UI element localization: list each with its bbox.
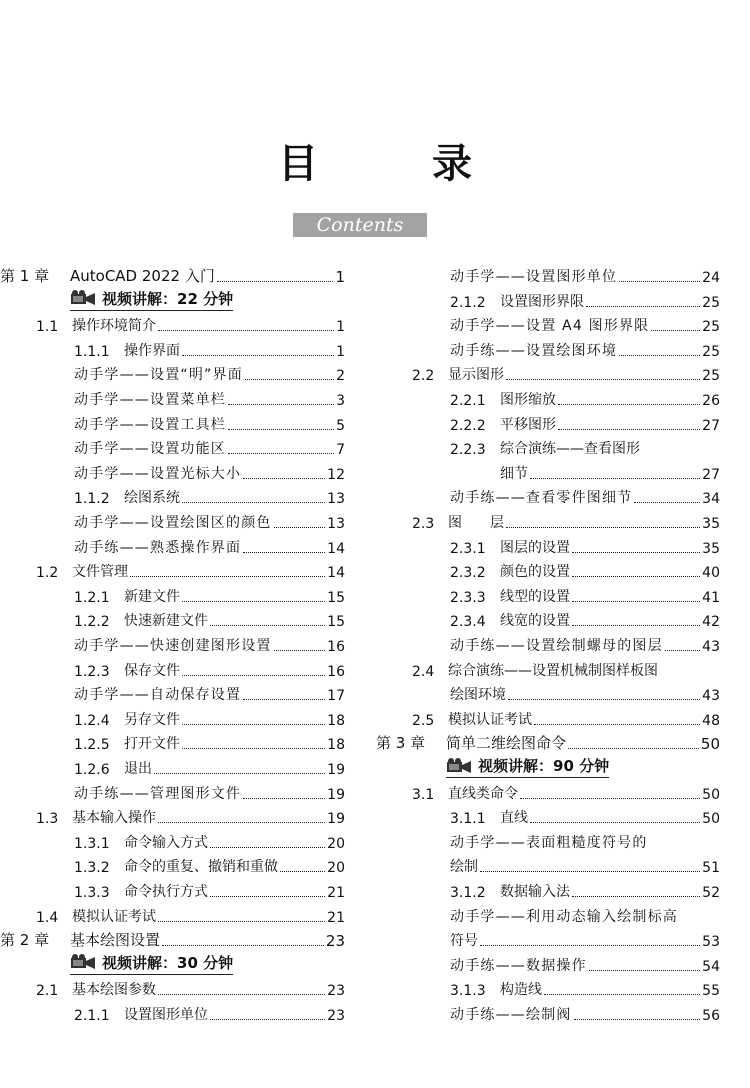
entry-number: 3.1.2 — [450, 885, 486, 901]
toc-entry[interactable] — [0, 360, 345, 384]
entry-number: 1.3 — [36, 811, 59, 828]
entry-page-number: 35 — [702, 516, 720, 532]
toc-entry[interactable] — [0, 902, 345, 926]
entry-number: 2.3 — [412, 516, 435, 532]
video-lecture-label — [70, 952, 233, 975]
toc-entry[interactable] — [376, 951, 720, 975]
entry-title: 动手练——设置绘制螺母的图层 — [450, 638, 663, 654]
entry-number: 2.2.1 — [450, 393, 486, 409]
entry-number: 2.4 — [412, 663, 435, 680]
entry-title: 动手练——设置绘图环境 — [450, 342, 618, 359]
entry-title: 操作界面 — [124, 342, 180, 359]
toc-entry[interactable] — [376, 729, 720, 753]
dot-leader — [530, 822, 700, 823]
toc-entry[interactable] — [376, 336, 720, 360]
entry-page-number: 25 — [702, 368, 720, 385]
entry-number: 1.2.4 — [74, 712, 110, 729]
entry-title: 动手练——绘制阀 — [450, 1007, 572, 1023]
dot-leader — [217, 281, 334, 282]
entry-page-number: 16 — [327, 639, 345, 655]
entry-number: 第 2 章 — [0, 931, 50, 950]
entry-title: 图层的设置 — [500, 539, 570, 556]
entry-page-number: 25 — [702, 343, 720, 360]
toc-entry[interactable] — [376, 434, 720, 458]
dot-leader — [274, 650, 326, 651]
toc-entry[interactable] — [0, 557, 345, 581]
entry-page-number: 52 — [702, 885, 720, 901]
toc-entry[interactable] — [376, 828, 720, 852]
entry-title: 命令输入方式 — [124, 834, 208, 851]
entry-number: 2.3.3 — [450, 589, 486, 606]
entry-title: 另存文件 — [124, 711, 180, 728]
entry-page-number: 50 — [702, 811, 720, 828]
entry-page-number: 34 — [702, 491, 720, 508]
entry-number: 1.3.2 — [74, 860, 110, 877]
entry-page-number: 12 — [327, 466, 345, 483]
entry-page-number: 5 — [336, 417, 345, 434]
entry-page-number: 50 — [702, 786, 720, 803]
dot-leader — [228, 429, 334, 430]
entry-title: 动手学——自动保存设置 — [74, 687, 242, 704]
dot-leader — [243, 699, 325, 700]
dot-leader — [530, 478, 700, 479]
entry-number: 1.1 — [36, 319, 59, 336]
entry-page-number: 16 — [327, 663, 345, 680]
entry-number: 3.1 — [412, 786, 435, 803]
entry-page-number: 7 — [336, 442, 345, 459]
dot-leader — [182, 601, 325, 602]
dot-leader — [534, 724, 700, 725]
toc-entry[interactable] — [0, 459, 345, 483]
dot-leader — [158, 994, 325, 995]
entry-page-number: 43 — [702, 688, 720, 705]
entry-page-number: 55 — [702, 983, 720, 1000]
entry-page-number: 18 — [327, 737, 345, 754]
entry-title: 动手学——设置工具栏 — [74, 416, 226, 433]
entry-number: 2.2 — [412, 368, 435, 385]
toc-entry[interactable] — [0, 434, 345, 458]
entry-page-number: 25 — [702, 294, 720, 311]
entry-title: 动手学——设置菜单栏 — [74, 392, 226, 408]
entry-page-number: 24 — [702, 270, 720, 286]
entry-number: 1.3.1 — [74, 835, 110, 852]
dot-leader — [182, 502, 325, 503]
entry-page-number: 14 — [327, 565, 345, 582]
entry-title: 动手练——查看零件图细节 — [450, 490, 633, 507]
dot-leader — [158, 822, 325, 823]
entry-page-number: 56 — [702, 1008, 720, 1024]
entry-page-number: 26 — [702, 393, 720, 409]
dot-leader — [572, 601, 700, 602]
entry-title: 平移图形 — [500, 416, 556, 433]
dot-leader — [619, 281, 700, 282]
entry-title: 新建文件 — [124, 588, 180, 605]
entry-page-number: 42 — [702, 614, 720, 631]
dot-leader — [665, 650, 700, 651]
entry-page-number: 50 — [700, 735, 720, 754]
entry-number: 2.2.2 — [450, 417, 486, 434]
dot-leader — [162, 945, 324, 946]
dot-leader — [619, 355, 700, 356]
video-lecture-row — [376, 754, 720, 778]
entry-number: 1.2.1 — [74, 589, 110, 606]
toc-entry[interactable] — [376, 557, 720, 581]
entry-page-number: 14 — [327, 540, 345, 557]
dot-leader — [544, 994, 700, 995]
toc-entry[interactable] — [376, 656, 720, 680]
dot-leader — [243, 478, 325, 479]
toc-entry[interactable] — [376, 926, 720, 950]
toc-entry[interactable] — [0, 852, 345, 876]
entry-title: 显示图形 — [448, 367, 504, 384]
dot-leader — [210, 1019, 325, 1020]
dot-leader — [574, 1019, 701, 1020]
toc-entry[interactable] — [0, 336, 345, 360]
dot-leader — [210, 896, 325, 897]
contents-banner: Contents — [293, 213, 427, 237]
toc-entry[interactable] — [0, 877, 345, 901]
entry-title: 动手学——设置 A4 图形界限 — [450, 318, 650, 335]
entry-page-number: 21 — [327, 909, 345, 926]
dot-leader — [274, 527, 326, 528]
dot-leader — [154, 773, 325, 774]
toc-entry[interactable] — [0, 606, 345, 630]
dot-leader — [480, 871, 700, 872]
entry-page-number: 25 — [702, 319, 720, 336]
entry-page-number: 20 — [327, 860, 345, 877]
entry-page-number: 1 — [335, 268, 345, 286]
entry-title: 绘图环境 — [450, 687, 506, 704]
video-camera-icon — [70, 954, 96, 970]
entry-page-number: 35 — [702, 540, 720, 557]
entry-title: 直线 — [500, 810, 528, 827]
entry-page-number: 54 — [702, 958, 720, 975]
entry-page-number: 2 — [336, 368, 345, 385]
entry-page-number: 23 — [327, 1008, 345, 1024]
video-lecture-row — [0, 287, 345, 311]
entry-number: 1.1.1 — [74, 343, 110, 360]
toc-entry[interactable] — [376, 508, 720, 532]
entry-number: 1.4 — [36, 909, 59, 926]
entry-number: 2.3.2 — [450, 565, 486, 582]
entry-number: 2.1.1 — [74, 1008, 110, 1024]
toc-entry[interactable] — [376, 705, 720, 729]
entry-title: 保存文件 — [124, 662, 180, 679]
entry-number: 1.2.5 — [74, 737, 110, 754]
dot-leader — [245, 379, 334, 380]
toc-entry[interactable] — [376, 680, 720, 704]
toc-entry[interactable] — [0, 729, 345, 753]
entry-page-number: 51 — [702, 860, 720, 877]
toc-entry[interactable] — [376, 311, 720, 335]
entry-number: 1.3.3 — [74, 885, 110, 901]
entry-page-number: 19 — [327, 786, 345, 803]
entry-number: 2.1 — [36, 983, 59, 1000]
entry-page-number: 17 — [327, 688, 345, 705]
entry-title: 动手练——熟悉操作界面 — [74, 539, 242, 556]
dot-leader — [520, 798, 700, 799]
dot-leader — [572, 552, 700, 553]
toc-entry[interactable] — [376, 287, 720, 311]
toc-entry[interactable] — [376, 582, 720, 606]
entry-number: 2.1.2 — [450, 294, 486, 311]
entry-title: 线宽的设置 — [500, 613, 570, 630]
entry-title: 绘制 — [450, 859, 478, 876]
entry-number: 2.2.3 — [450, 442, 486, 459]
entry-title: 数据输入法 — [500, 884, 570, 900]
entry-number: 1.2.6 — [74, 762, 110, 778]
entry-title: 动手练——数据操作 — [450, 957, 587, 974]
toc-entry[interactable] — [0, 508, 345, 532]
entry-title: 动手学——表面粗糙度符号的 — [450, 834, 648, 851]
dot-leader — [480, 945, 700, 946]
video-lecture-text: 视频讲解：22 分钟 — [102, 289, 234, 308]
entry-title: 动手练——管理图形文件 — [74, 785, 242, 802]
dot-leader — [558, 429, 700, 430]
entry-number: 1.1.2 — [74, 491, 110, 508]
entry-page-number: 27 — [702, 417, 720, 434]
toc-entry[interactable] — [376, 606, 720, 630]
toc-entry[interactable] — [376, 459, 720, 483]
entry-title: 动手学——快速创建图形设置 — [74, 638, 272, 654]
toc-entry[interactable] — [376, 1000, 720, 1024]
toc-entry[interactable] — [0, 656, 345, 680]
entry-page-number: 1 — [336, 343, 345, 360]
toc-entry[interactable] — [0, 975, 345, 999]
dot-leader — [508, 699, 700, 700]
toc-entry[interactable] — [0, 926, 345, 950]
toc-entry[interactable] — [0, 262, 345, 286]
dot-leader — [243, 798, 325, 799]
entry-page-number: 41 — [702, 589, 720, 606]
dot-leader — [158, 921, 325, 922]
video-camera-icon — [446, 758, 472, 774]
dot-leader — [506, 379, 700, 380]
dot-leader — [280, 871, 325, 872]
entry-title: 快速新建文件 — [124, 613, 208, 630]
video-lecture-label — [70, 288, 233, 311]
toc-entry[interactable] — [376, 631, 720, 655]
entry-title: 图 层 — [448, 515, 504, 531]
entry-title: 动手学——利用动态输入绘制标高 — [450, 908, 678, 925]
entry-title: 简单二维绘图命令 — [446, 734, 567, 753]
entry-page-number: 23 — [325, 932, 345, 951]
toc-entry[interactable] — [376, 902, 720, 926]
dot-leader — [182, 748, 325, 749]
entry-title: 直线类命令 — [448, 785, 518, 802]
toc-entry[interactable] — [0, 631, 345, 655]
entry-number: 1.2.2 — [74, 614, 110, 631]
toc-entry[interactable] — [376, 410, 720, 434]
entry-page-number: 19 — [327, 762, 345, 778]
dot-leader — [182, 724, 325, 725]
dot-leader — [182, 675, 325, 676]
toc-entry[interactable] — [376, 779, 720, 803]
dot-leader — [243, 552, 325, 553]
dot-leader — [506, 527, 700, 528]
entry-title: 打开文件 — [124, 736, 180, 753]
entry-number: 1.2.3 — [74, 663, 110, 680]
toc-entry[interactable] — [0, 385, 345, 409]
entry-page-number: 43 — [702, 639, 720, 655]
dot-leader — [130, 576, 325, 577]
entry-page-number: 3 — [336, 393, 345, 409]
video-lecture-label — [446, 755, 609, 778]
entry-page-number: 15 — [327, 589, 345, 606]
dot-leader — [586, 306, 700, 307]
entry-title: 文件管理 — [72, 564, 128, 581]
entry-title: 细节 — [500, 465, 528, 482]
video-lecture-text: 视频讲解：30 分钟 — [102, 953, 234, 972]
dot-leader — [572, 576, 700, 577]
toc-entry[interactable] — [376, 262, 720, 286]
entry-title: 模拟认证考试 — [448, 711, 532, 728]
entry-title: 线型的设置 — [500, 588, 570, 605]
dot-leader — [228, 404, 334, 405]
page-title: 目 录 — [278, 141, 522, 187]
dot-leader — [558, 404, 700, 405]
entry-title: 设置图形单位 — [124, 1007, 208, 1023]
entry-page-number: 20 — [327, 835, 345, 852]
entry-title: 符号 — [450, 933, 478, 950]
entry-number: 第 1 章 — [0, 267, 50, 285]
toc-entry[interactable] — [0, 705, 345, 729]
entry-number: 3.1.3 — [450, 983, 486, 1000]
entry-title: 基本绘图参数 — [72, 982, 156, 999]
dot-leader — [228, 453, 334, 454]
toc-entry[interactable] — [0, 483, 345, 507]
entry-title: 基本输入操作 — [72, 810, 156, 827]
entry-title: 综合演练——设置机械制图样板图 — [448, 662, 658, 679]
dot-leader — [634, 502, 700, 503]
entry-page-number: 18 — [327, 712, 345, 729]
entry-page-number: 15 — [327, 614, 345, 631]
entry-page-number: 13 — [327, 516, 345, 532]
entry-number: 1.2 — [36, 565, 59, 582]
entry-title: 动手学——设置图形单位 — [450, 269, 618, 285]
toc-entry[interactable] — [0, 533, 345, 557]
entry-title: 退出 — [124, 761, 152, 777]
entry-number: 2.5 — [412, 712, 435, 729]
entry-title: 动手学——设置光标大小 — [74, 465, 242, 482]
entry-page-number: 23 — [327, 983, 345, 1000]
entry-title: 颜色的设置 — [500, 564, 570, 581]
dot-leader — [210, 847, 325, 848]
toc-entry[interactable] — [0, 754, 345, 778]
toc-entry[interactable] — [0, 680, 345, 704]
dot-leader — [568, 748, 699, 749]
toc-entry[interactable] — [376, 852, 720, 876]
entry-page-number: 1 — [336, 319, 345, 336]
video-camera-icon — [70, 290, 96, 306]
entry-number: 第 3 章 — [376, 734, 426, 753]
dot-leader — [572, 625, 700, 626]
dot-leader — [589, 970, 700, 971]
entry-page-number: 19 — [327, 811, 345, 828]
toc-entry[interactable] — [376, 533, 720, 557]
entry-page-number: 40 — [702, 565, 720, 582]
entry-title: 动手学——设置绘图区的颜色 — [74, 515, 272, 531]
entry-page-number: 48 — [702, 712, 720, 729]
entry-title: 综合演练——查看图形 — [500, 441, 640, 458]
toc-entry[interactable] — [0, 828, 345, 852]
toc-entry[interactable] — [376, 877, 720, 901]
entry-title: 设置图形界限 — [500, 293, 584, 310]
toc-entry[interactable] — [0, 1000, 345, 1024]
entry-title: 操作环境简介 — [72, 318, 156, 335]
toc-entry[interactable] — [0, 582, 345, 606]
dot-leader — [572, 896, 700, 897]
dot-leader — [210, 625, 325, 626]
dot-leader — [651, 330, 700, 331]
entry-title: 基本绘图设置 — [70, 931, 161, 950]
entry-page-number: 27 — [702, 466, 720, 483]
video-lecture-row — [0, 951, 345, 975]
entry-title: 动手学——设置功能区 — [74, 441, 226, 458]
entry-number: 2.3.4 — [450, 614, 486, 631]
entry-number: 2.3.1 — [450, 540, 486, 557]
toc-entry[interactable] — [376, 975, 720, 999]
toc-entry[interactable] — [0, 410, 345, 434]
dot-leader — [158, 330, 334, 331]
entry-title: 命令执行方式 — [124, 884, 208, 900]
video-lecture-text: 视频讲解：90 分钟 — [478, 757, 610, 775]
entry-title: 图形缩放 — [500, 392, 556, 408]
entry-title: 模拟认证考试 — [72, 908, 156, 925]
toc-entry[interactable] — [376, 483, 720, 507]
toc-entry[interactable] — [376, 360, 720, 384]
toc-entry[interactable] — [376, 385, 720, 409]
entry-page-number: 53 — [702, 934, 720, 951]
toc-entry[interactable] — [0, 311, 345, 335]
entry-title: 绘图系统 — [124, 490, 180, 507]
entry-title: 命令的重复、撤销和重做 — [124, 859, 278, 876]
entry-title: AutoCAD 2022 入门 — [70, 267, 215, 285]
entry-title: 构造线 — [500, 982, 542, 999]
entry-page-number: 13 — [327, 491, 345, 508]
dot-leader — [182, 355, 334, 356]
entry-number: 3.1.1 — [450, 811, 486, 828]
toc-entry[interactable] — [0, 803, 345, 827]
entry-page-number: 21 — [327, 885, 345, 901]
toc-entry[interactable] — [0, 779, 345, 803]
entry-title: 动手学——设置“明”界面 — [74, 367, 243, 384]
toc-entry[interactable] — [376, 803, 720, 827]
